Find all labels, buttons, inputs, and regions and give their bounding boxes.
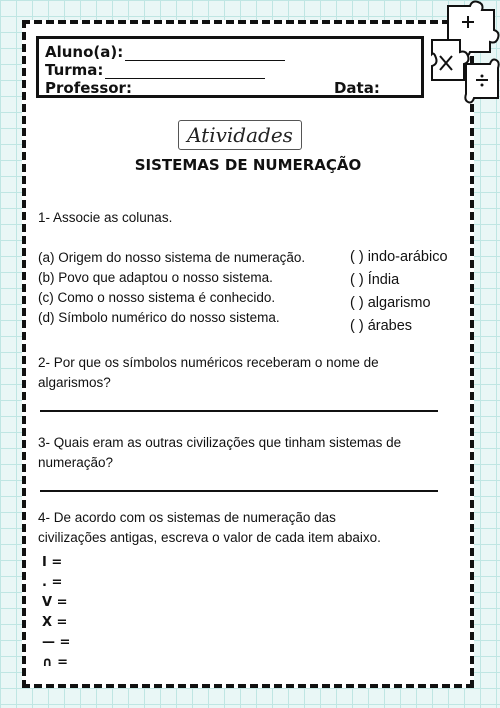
q1-option-3[interactable]: ( ) algarismo [350,295,431,311]
q1-left-d: (d) Símbolo numérico do nosso sistema. [38,310,280,325]
q1-option-2[interactable]: ( ) Índia [350,272,400,288]
q4-line1: 4- De acordo com os sistemas de numeração das [38,510,336,525]
q4-item-1: I = [42,555,63,570]
q4-item-5: — = [42,635,71,650]
professor-field[interactable] [134,84,294,97]
q1-left-a: (a) Origem do nosso sistema de numeração. [38,250,306,265]
turma-row [45,61,265,79]
professor-row [45,79,380,97]
puzzle-pieces-icon [430,0,500,104]
aluno-row [45,43,285,61]
aluno-label: Aluno(a): [45,43,124,61]
q2-line2: algarismos? [38,375,111,390]
q4-item-3: V = [42,595,68,610]
student-info-box [36,36,424,98]
q4-line2: civilizações antigas, escreva o valor de cada item abaixo. [38,530,381,545]
q1-prompt: 1- Associe as colunas. [38,210,173,225]
data-label: Data: [333,79,380,97]
aluno-field[interactable] [125,48,285,61]
turma-label: Turma: [45,61,104,79]
q1-left-b: (b) Povo que adaptou o nosso sistema. [38,270,273,285]
worksheet [22,20,474,688]
q4-item-4: X = [42,615,68,630]
q4-item-6: ∩ = [42,655,68,670]
q3-line2: numeração? [38,455,114,470]
q2-line1: 2- Por que os símbolos numéricos receberam o nome de [38,355,379,370]
professor-label: Professor: [45,79,132,97]
worksheet-subtitle: SISTEMAS DE NUMERAÇÃO [134,156,362,174]
activity-title: Atividades [178,120,302,150]
q4-item-2: . = [42,575,63,590]
q2-answer-line[interactable] [40,410,438,412]
q3-answer-line[interactable] [40,490,438,492]
q1-option-4[interactable]: ( ) árabes [350,318,413,334]
q3-line1: 3- Quais eram as outras civilizações que tinham sistemas de [38,435,402,450]
q1-option-1[interactable]: ( ) indo-arábico [350,249,448,265]
turma-field[interactable] [105,66,265,79]
q1-left-c: (c) Como o nosso sistema é conhecido. [38,290,276,305]
